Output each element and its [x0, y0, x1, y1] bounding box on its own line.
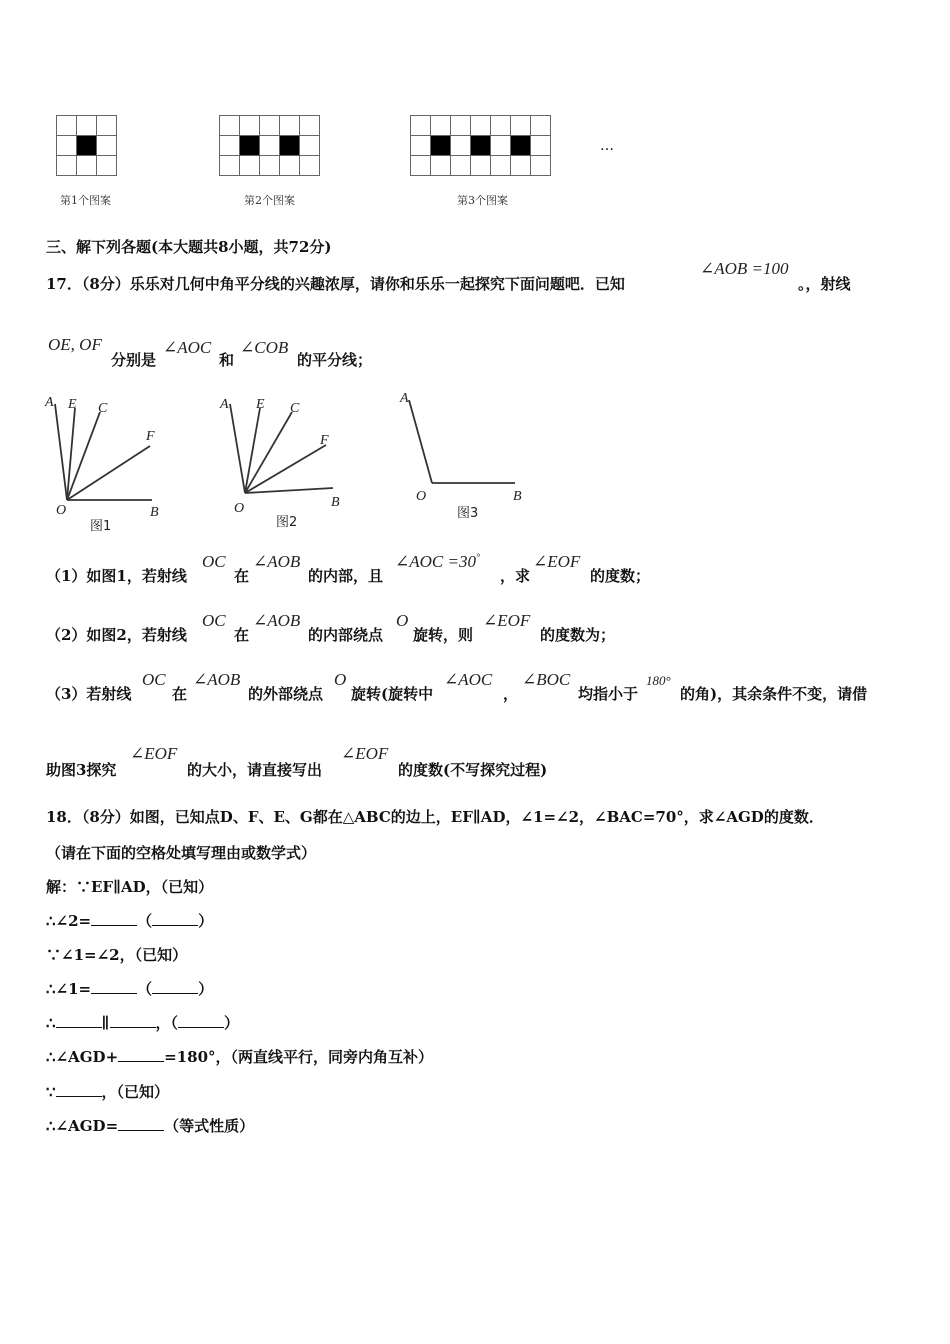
q18-step-7: ∵ ，（已知） — [46, 1083, 170, 1101]
q17-p1-text-b: 在 — [234, 567, 250, 585]
q17-line2-text: 分别是 — [111, 351, 157, 369]
q17-p2-text-a: （2）如图2，若射线 — [46, 626, 187, 644]
q17-p3b-text-b: 的大小，请直接写出 — [187, 761, 323, 779]
q18-step-8: ∴∠AGD= （等式性质） — [46, 1117, 255, 1135]
fig1-label-e: E — [68, 397, 77, 412]
blank-2b[interactable] — [152, 911, 198, 926]
q17-p1-oc: OC — [202, 552, 226, 571]
q17-p2-text-c: 的内部绕点 — [308, 626, 384, 644]
q17-p3b-text-a: 助图3探究 — [46, 761, 117, 779]
q18-step-5: ∴ ∥ ，（ ） — [46, 1014, 240, 1032]
q17-intro-tail: 。，射线 — [798, 275, 851, 293]
q17-angle-cob: ∠COB — [240, 338, 289, 357]
q17-p3-text-e: ， — [503, 685, 519, 703]
q17-p3-180: 180° — [646, 673, 671, 688]
q17-p1-eof: ∠EOF — [533, 552, 581, 571]
fig2-label-c: C — [290, 401, 300, 416]
fig2-label-e: E — [256, 397, 265, 412]
q18-instruction: （请在下面的空格处填写理由或数学式） — [46, 844, 317, 862]
fig1-label-a: A — [45, 395, 54, 410]
pattern-1-caption: 第1个图案 — [60, 194, 111, 207]
fig3-caption: 图3 — [457, 506, 479, 521]
q17-p3-boc: ∠BOC — [522, 670, 571, 689]
q17-p3b-eof-1: ∠EOF — [130, 744, 178, 763]
q17-p3-aob: ∠AOB — [193, 670, 241, 689]
blank-5c[interactable] — [178, 1013, 224, 1028]
blank-7a[interactable] — [56, 1082, 102, 1097]
q17-p3b-eof-2: ∠EOF — [341, 744, 389, 763]
q17-line2-and: 和 — [219, 351, 235, 369]
q17-p3-o: O — [334, 670, 347, 689]
fig2-label-f: F — [320, 433, 329, 448]
blank-4b[interactable] — [152, 979, 198, 994]
q17-p2-text-d: 旋转，则 — [413, 626, 474, 644]
q17-p3b-text-c: 的度数(不写探究过程) — [398, 761, 548, 779]
q17-p1-text-a: （1）如图1，若射线 — [46, 567, 187, 585]
q17-p2-text-e: 的度数为； — [540, 626, 616, 644]
q17-oe-of: OE, OF — [48, 335, 102, 354]
q18-step-6: ∴∠AGD+ =180°，（两直线平行，同旁内角互补） — [46, 1048, 434, 1066]
q17-angle-aob: ∠AOB =100 — [700, 259, 789, 278]
q18-step-1: 解：∵EF∥AD，（已知） — [46, 878, 214, 896]
pattern-3-grid — [410, 115, 551, 176]
q17-line2-tail: 的平分线； — [297, 351, 373, 369]
q17-p2-oc: OC — [202, 611, 226, 630]
q17-p3-text-g: 的角)，其余条件不变，请借 — [680, 685, 868, 703]
pattern-2-caption: 第2个图案 — [244, 194, 295, 207]
q17-p3-text-a: （3）若射线 — [46, 685, 132, 703]
fig2-label-b: B — [331, 495, 340, 510]
blank-2a[interactable] — [91, 911, 137, 926]
q17-p1-text-c: 的内部，且 — [308, 567, 384, 585]
q17-p3-aoc: ∠AOC — [444, 670, 493, 689]
q17-p2-eof: ∠EOF — [483, 611, 531, 630]
pattern-3-caption: 第3个图案 — [457, 194, 508, 207]
q17-p2-text-b: 在 — [234, 626, 250, 644]
fig2-label-o: O — [234, 501, 245, 516]
q18-step-3: ∵∠1=∠2，（已知） — [46, 946, 188, 964]
q18-step-2: ∴∠2= （ ） — [46, 912, 214, 930]
blank-8a[interactable] — [118, 1116, 164, 1131]
q17-p3-oc: OC — [142, 670, 166, 689]
q17-p1-aob: ∠AOB — [253, 552, 301, 571]
q17-p1-aoc30: ∠AOC =30° — [395, 552, 480, 571]
q17-p2-o: O — [396, 611, 409, 630]
q17-p3-text-c: 的外部绕点 — [248, 685, 324, 703]
q17-p1-text-d: ，求 — [500, 567, 531, 585]
pattern-ellipsis: … — [600, 138, 614, 154]
fig2-caption: 图2 — [276, 515, 298, 530]
pattern-2-grid — [219, 115, 320, 176]
fig2-label-a: A — [220, 397, 229, 412]
blank-5a[interactable] — [56, 1013, 102, 1028]
q17-p2-aob: ∠AOB — [253, 611, 301, 630]
fig1-label-b: B — [150, 505, 159, 520]
q17-angle-aoc: ∠AOC — [163, 338, 212, 357]
blank-6a[interactable] — [118, 1047, 164, 1062]
q17-p3-text-f: 均指小于 — [578, 685, 639, 703]
q17-figures — [40, 388, 540, 538]
fig3-label-a: A — [400, 391, 409, 406]
fig3-label-b: B — [513, 489, 522, 504]
q18-step-4: ∴∠1= （ ） — [46, 980, 214, 998]
blank-4a[interactable] — [91, 979, 137, 994]
pattern-1-grid — [56, 115, 117, 176]
section-title: 三、解下列各题(本大题共8小题，共72分) — [46, 238, 332, 256]
blank-5b[interactable] — [110, 1013, 156, 1028]
q17-p1-text-e: 的度数； — [590, 567, 651, 585]
fig1-caption: 图1 — [90, 519, 112, 534]
fig1-label-f: F — [146, 429, 155, 444]
q17-intro: 17．（8分）乐乐对几何中角平分线的兴趣浓厚，请你和乐乐一起探究下面问题吧．已知 — [46, 275, 625, 293]
q17-p3-text-d: 旋转(旋转中 — [351, 685, 434, 703]
fig1-label-o: O — [56, 503, 67, 518]
q17-p3-text-b: 在 — [172, 685, 188, 703]
q18-question: 18．（8分）如图，已知点D、F、E、G都在△ABC的边上，EF∥AD，∠1=∠2，∠BAC=70°，求∠AGD的度数． — [46, 808, 824, 826]
fig1-label-c: C — [98, 401, 108, 416]
fig3-label-o: O — [416, 489, 427, 504]
